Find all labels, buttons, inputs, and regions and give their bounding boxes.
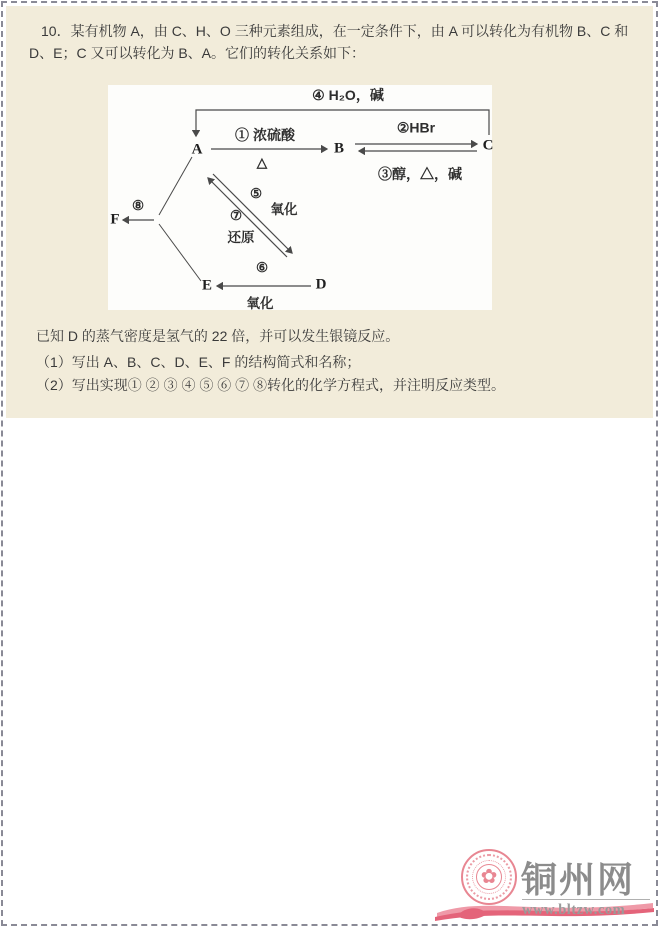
seal-stamp-icon xyxy=(461,849,517,905)
label-step7-number: ⑦ xyxy=(229,208,243,223)
conversion-diagram xyxy=(108,85,492,310)
line-junction-to-e xyxy=(159,224,201,281)
label-step6-number: ⑥ xyxy=(255,260,269,275)
flower-icon: ✿ xyxy=(480,866,498,888)
line-a-to-junction xyxy=(159,157,192,215)
label-step5-oxidation: 氧化 xyxy=(270,202,298,217)
site-watermark xyxy=(435,848,655,922)
label-step7-reduction: 还原 xyxy=(227,230,255,245)
node-d: D xyxy=(315,276,327,293)
question-1: （1）写出 A、B、C、D、E、F 的结构简式和名称； xyxy=(36,354,361,370)
label-step5-number: ⑤ xyxy=(249,186,263,201)
node-a: A xyxy=(191,141,203,158)
problem-statement: 10．某有机物 A，由 C、H、O 三种元素组成，在一定条件下，由 A 可以转化为有机物 B、C 和 D、E；C 又可以转化为 B、A。它们的转化关系如下： xyxy=(29,23,629,61)
label-delta-heat: △ xyxy=(256,155,268,170)
node-e: E xyxy=(201,277,213,294)
watermark-site-url: www.bltzw.com xyxy=(522,899,650,919)
watermark-site-name: 铜州网 xyxy=(521,860,636,900)
node-f: F xyxy=(110,211,120,228)
question-2: （2）写出实现① ② ③ ④ ⑤ ⑥ ⑦ ⑧转化的化学方程式，并注明反应类型。 xyxy=(36,377,506,393)
label-step8-number: ⑧ xyxy=(131,198,145,213)
node-c: C xyxy=(482,137,494,154)
label-step6-oxidation: 氧化 xyxy=(246,296,274,311)
problem-paper xyxy=(6,6,653,418)
label-step2-hbr: ②HBr xyxy=(396,119,436,136)
known-condition: 已知 D 的蒸气密度是氢气的 22 倍，并可以发生银镜反应。 xyxy=(36,328,400,344)
node-b: B xyxy=(333,140,345,157)
label-step1-conc-h2so4: ① 浓硫酸 xyxy=(235,127,295,143)
label-step3-alcohol-heat-base: ③醇，△，碱 xyxy=(378,166,462,182)
label-step4-h2o-base: ④ H₂O，碱 xyxy=(312,87,384,103)
